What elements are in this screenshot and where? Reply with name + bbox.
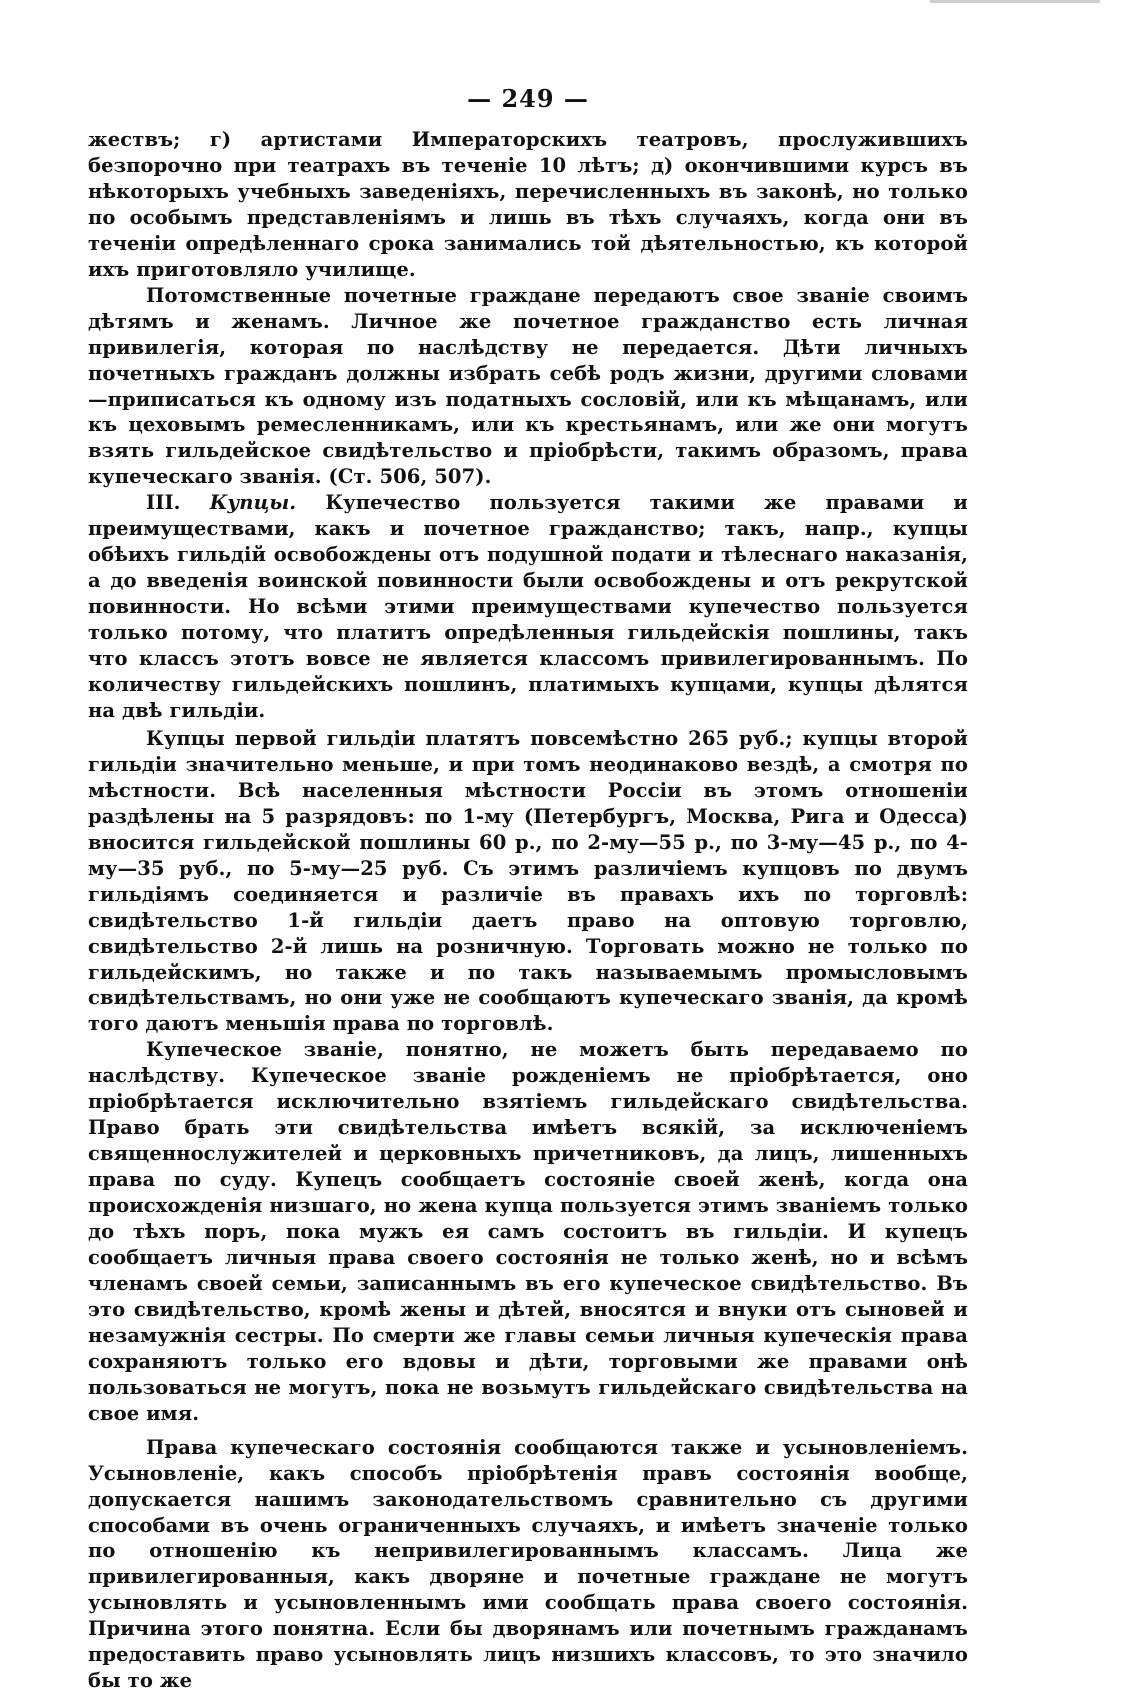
document-page bbox=[88, 84, 968, 1694]
paragraph-continuation: жествъ; г) артистами Императорскихъ театровъ, прослужившихъ безпорочно при театрахъ въ теченіе 10 лѣтъ; д) окончившими курсъ въ нѣкоторыхъ учебныхъ заведеніяхъ, перечисленныхъ въ законѣ, но только по особымъ представленіямъ и лишь въ тѣхъ случаяхъ, когда они въ теченіи опредѣленнаго срока занимались той дѣятельностью, къ которой ихъ приготовляло училище. bbox=[88, 128, 968, 281]
scan-edge-mark bbox=[930, 0, 1100, 3]
paragraph-guild-fees: Купцы первой гильдіи платятъ повсемѣстно 265 руб.; купцы второй гильдіи значительно меньше, и при томъ неодинаково вездѣ, а смотря по мѣстности. Всѣ населенныя мѣстности Россіи въ этомъ отношеніи раздѣлены на 5 разрядовъ: по 1-му (Петербургъ, Москва, Рига и Одесса) вносится гильдейской пошлины 60 р., по 2-му—55 р., по 3-му—45 р., по 4-му—35 руб., по 5-му—25 руб. Съ этимъ различіемъ купцовъ по двумъ гильдіямъ соединяется и различіе въ правахъ ихъ по торговлѣ: свидѣтельство 1-й гильдіи даетъ право на оптовую торговлю, свидѣтельство 2-й лишь на розничную. Торговать можно не только по гильдейскимъ, но также и по такъ называемымъ промысловымъ свидѣтельствамъ, но они уже не сообщаютъ купеческаго званія, да кромѣ того даютъ меньшія права по торговлѣ. bbox=[88, 726, 968, 1036]
page-number: — 249 — bbox=[467, 84, 589, 113]
paragraph-adoption: Права купеческаго состоянія сообщаются также и усыновленіемъ. Усыновленіе, какъ способъ пріобрѣтенія правъ состоянія вообще, допускается нашимъ законодательствомъ сравнительно съ другими способами въ очень ограниченныхъ случаяхъ, и имѣетъ значеніе только по отношенію къ непривилегированнымъ классамъ. Лица же привилегированныя, какъ дворяне и почетные граждане не могутъ усыновлять и усыновленнымъ ими сообщать права своего состоянія. Причина этого понятна. Если бы дворянамъ или почетнымъ гражданамъ предоставить право усыновлять лицъ низшихъ классовъ, то это значило бы то же bbox=[88, 1435, 968, 1693]
paragraph-honorary-citizens: Потомственные почетные граждане передаютъ свое званіе своимъ дѣтямъ и женамъ. Личное же почетное гражданство есть личная привилегія, которая по наслѣдству не передается. Дѣти личныхъ почетныхъ гражданъ должны избрать себѣ родъ жизни, другими словами—приписаться къ одному изъ податныхъ сословій, или къ мѣщанамъ, или къ цеховымъ ремесленникамъ, или къ крестьянамъ, или же они могутъ взять гильдейское свидѣтельство и пріобрѣсти, такимъ образомъ, права купеческаго званія. (Ст. 506, 507). bbox=[88, 283, 968, 489]
section-text: Купечество пользуется такими же правами и преимуществами, какъ и почетное гражданство; такъ, напр., купцы обѣихъ гильдій освобождены отъ подушной подати и тѣлеснаго наказанія, а до введенія воинской повинности были освобождены и отъ рекрутской повинности. Но всѣми этими преимуществами купечество пользуется только потому, что платитъ опредѣленныя гильдейскія пошлины, такъ что классъ этотъ вовсе не является классомъ привилегированнымъ. По количеству гильдейскихъ пошлинъ, платимыхъ купцами, купцы дѣлятся на двѣ гильдіи. bbox=[88, 491, 968, 722]
section-number: III. bbox=[146, 491, 210, 515]
body-text bbox=[88, 127, 968, 1694]
paragraph-merchant-status: Купеческое званіе, понятно, не можетъ быть передаваемо по наслѣдству. Купеческое званіе рожденіемъ не пріобрѣтается, оно пріобрѣтается исключительно взятіемъ гильдейскаго свидѣтельства. Право брать эти свидѣтельства имѣетъ всякій, за исключеніемъ священнослужителей и церковныхъ причетниковъ, да лицъ, лишенныхъ права по суду. Купецъ сообщаетъ состояніе своей женѣ, когда она происхожденія низшаго, но жена купца пользуется этимъ званіемъ только до тѣхъ поръ, пока мужъ ея самъ состоитъ въ гильдіи. И купецъ сообщаетъ личныя права своего состоянія не только женѣ, но и всѣмъ членамъ своей семьи, записаннымъ въ его купеческое свидѣтельство. Въ это свидѣтельство, кромѣ жены и дѣтей, вносятся и внуки отъ сыновей и незамужнія сестры. По смерти же главы семьи личныя купеческія права сохраняютъ только его вдовы и дѣти, торговыми же правами онѣ пользоваться не могутъ, пока не возьмутъ гильдейскаго свидѣтельства на свое имя. bbox=[88, 1038, 968, 1425]
paragraph-merchants-heading bbox=[88, 490, 968, 724]
section-title: Купцы. bbox=[209, 491, 297, 515]
